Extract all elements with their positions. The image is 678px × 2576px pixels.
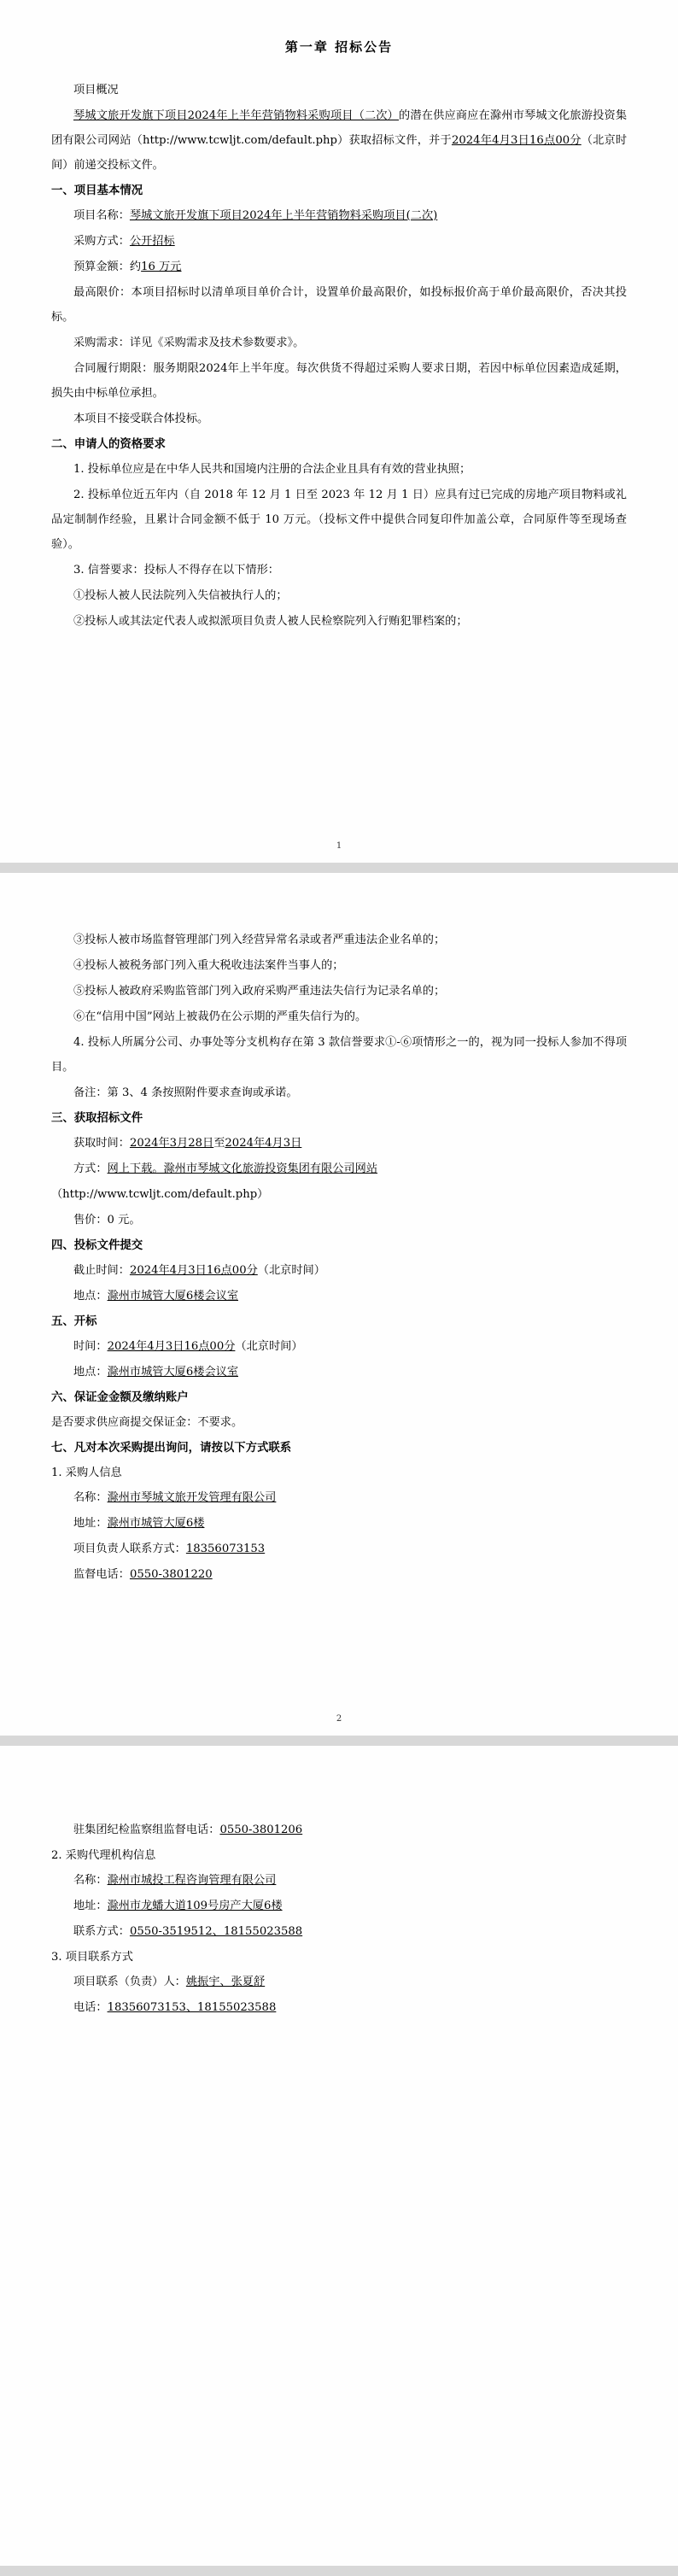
text-run: （北京时间）前递交投标文件。 — [51, 134, 628, 172]
underlined-value: 滁州市龙蟠大道109号房产大厦6楼 — [107, 1900, 283, 1912]
paragraph — [51, 203, 627, 228]
text-run: 方式： — [73, 1162, 108, 1175]
underlined-value: 滁州市城投工程咨询管理有限公司 — [107, 1874, 277, 1887]
section-heading: 七、凡对本次采购提出询问，请按以下方式联系 — [51, 1441, 292, 1455]
paragraph: 备注：第 3、4 条按照附件要求查询或承诺。 — [73, 1086, 298, 1099]
underlined-value: 滁州市城管大厦6楼 — [107, 1517, 205, 1530]
paragraph: ③投标人被市场监督管理部门列入经营异常名录或者严重违法企业名单的； — [73, 934, 446, 946]
underlined-value: 0550-3519512、18155023588 — [129, 1925, 303, 1938]
paragraph: 售价：0 元。 — [73, 1214, 141, 1227]
paragraph: 最高限价：本项目招标时以清单项目单价合计，设置单价最高限价，如投标报价高于单价最高限价，否决其投标。 — [51, 286, 627, 324]
underlined-value: 0550-3801206 — [219, 1824, 303, 1836]
paragraph: 是否要求供应商提交保证金：不要求。 — [51, 1416, 243, 1429]
paragraph: 本项目不接受联合体投标。 — [73, 413, 209, 425]
paragraph — [51, 1131, 627, 1156]
paragraph — [51, 255, 627, 279]
underlined-value: 2024年4月3日16点00分 — [129, 1264, 258, 1277]
paragraph — [51, 1537, 627, 1561]
text-run: 截止时间： — [73, 1264, 130, 1277]
underlined-value: 滁州市城管大厦6楼会议室 — [107, 1366, 239, 1379]
text-run: （北京时间） — [235, 1340, 303, 1353]
underlined-value: 18356073153、18155023588 — [107, 2001, 277, 2014]
underlined-value: 琴城文旅开发旗下项目2024年上半年营销物料采购项目(二次) — [129, 209, 438, 222]
paragraph — [51, 1818, 627, 1842]
subsection-heading: 1. 采购人信息 — [51, 1467, 122, 1479]
paragraph: ②投标人或其法定代表人或拟派项目负责人被人民检察院列入行贿犯罪档案的； — [73, 615, 468, 628]
paragraph — [51, 229, 627, 254]
text-run: 电话： — [73, 2001, 108, 2014]
paragraph: 项目概况 — [73, 84, 119, 97]
text-run: （北京时间） — [257, 1264, 325, 1277]
paragraph — [51, 1258, 627, 1283]
paragraph — [51, 1995, 627, 2020]
page-3-body — [51, 1818, 627, 2020]
page-number-2: 2 — [336, 1714, 342, 1724]
paragraph: 2. 投标单位近五年内（自 2018 年 12 月 1 日至 2023 年 12 月 1 日）应具有过已完成的房地产项目物料或礼品定制制作经验，且累计合同金额不低于 10 万元。（投标文件中提供合同复印件加盖公章，合同原件等至现场查验）。 — [51, 489, 627, 551]
paragraph — [51, 1334, 627, 1359]
underlined-value: 2024年3月28日 — [129, 1137, 214, 1150]
paragraph: 合同履行期限：服务期限2024年上半年度。每次供货不得超过采购人要求日期，若因中标单位因素造成延期，损失由中标单位承担。 — [51, 362, 627, 400]
text-run: 预算金额：约 — [73, 261, 142, 273]
subsection-heading: 2. 采购代理机构信息 — [51, 1849, 156, 1862]
paragraph: ④投标人被税务部门列入重大税收违法案件当事人的； — [73, 959, 344, 972]
underlined-value: 公开招标 — [129, 235, 175, 248]
section-heading: 四、投标文件提交 — [51, 1238, 143, 1252]
text-run: 地点： — [73, 1366, 108, 1379]
text-run: 名称： — [73, 1874, 108, 1887]
page-1-body — [51, 78, 627, 634]
text-run: 联系方式： — [73, 1925, 130, 1938]
underlined-value: 姚振宇、张夏舒 — [185, 1976, 266, 1988]
paragraph — [51, 1868, 627, 1893]
page-number-1: 1 — [336, 841, 342, 851]
section-heading: 二、申请人的资格要求 — [51, 437, 166, 451]
paragraph — [51, 1511, 627, 1536]
text-run: 项目负责人联系方式： — [73, 1543, 186, 1555]
text-run: 采购方式： — [73, 235, 130, 248]
paragraph: ⑥在“信用中国”网站上被裁仍在公示期的严重失信行为的。 — [73, 1010, 367, 1023]
underlined-value: 16 万元 — [141, 261, 182, 273]
paragraph — [51, 1919, 627, 1944]
paragraph: 3. 信誉要求：投标人不得存在以下情形： — [73, 564, 279, 577]
page-title: 第一章 招标公告 — [284, 39, 394, 55]
paragraph — [51, 331, 627, 355]
paragraph — [51, 1894, 627, 1918]
paragraph: 1. 投标单位应是在中华人民共和国境内注册的合法企业且具有有效的营业执照； — [73, 463, 471, 476]
underlined-value: 琴城文旅开发旗下项目2024年上半年营销物料采购项目（二次） — [73, 109, 400, 122]
text-run: 获取时间： — [73, 1137, 130, 1150]
paragraph — [51, 1156, 627, 1181]
underlined-value: 滁州市城管大厦6楼会议室 — [107, 1290, 239, 1303]
text-run: 项目联系（负责）人： — [73, 1976, 186, 1988]
paragraph — [51, 1284, 627, 1308]
section-heading: 五、开标 — [51, 1314, 97, 1328]
text-run: 时间： — [73, 1340, 108, 1353]
underlined-value: 2024年4月3日16点00分 — [107, 1340, 236, 1353]
underlined-value: 0550-3801220 — [129, 1568, 213, 1581]
text-run: 地址： — [73, 1517, 108, 1530]
underlined-value: 18356073153 — [185, 1543, 266, 1555]
paragraph: ⑤投标人被政府采购监管部门列入政府采购严重违法失信行为记录名单的； — [73, 985, 446, 998]
text-run: 地点： — [73, 1290, 108, 1303]
text-run: 至 — [213, 1137, 225, 1150]
paragraph: （http://www.tcwljt.com/default.php） — [51, 1188, 269, 1201]
underlined-value: 2024年4月3日 — [225, 1137, 302, 1150]
text-run: 的潜在供应商应在滁州市琴城文化旅游投资集团有限公司网站（http://www.tcwljt.com/default.php）获取招标文件，并于 — [51, 109, 628, 147]
text-run: 监督电话： — [73, 1568, 130, 1581]
text-run: 项目名称： — [73, 209, 130, 222]
section-heading: 三、获取招标文件 — [51, 1111, 143, 1125]
subsection-heading: 3. 项目联系方式 — [51, 1951, 133, 1964]
page-2-body — [51, 928, 627, 1587]
document-page-3 — [0, 1746, 678, 2566]
paragraph — [51, 1485, 627, 1510]
text-run: 采购需求：详见《采购需求及技术参数要求》。 — [73, 337, 305, 349]
section-heading: 六、保证金金额及缴纳账户 — [51, 1390, 189, 1404]
text-run: 名称： — [73, 1491, 108, 1504]
paragraph: 4. 投标人所属分公司、办事处等分支机构存在第 3 款信誉要求①-⑥项情形之一的，视为同一投标人参加不得项目。 — [51, 1036, 627, 1074]
paragraph: ①投标人被人民法院列入失信被执行人的； — [73, 589, 288, 602]
text-run: 驻集团纪检监察组监督电话： — [73, 1824, 220, 1836]
document-page-2 — [0, 873, 678, 1736]
document-page-1 — [0, 0, 678, 863]
underlined-value: 2024年4月3日16点00分 — [451, 134, 582, 147]
paragraph — [51, 1562, 627, 1587]
paragraph — [51, 1360, 627, 1385]
text-run: 地址： — [73, 1900, 108, 1912]
underlined-value: 滁州市琴城文旅开发管理有限公司 — [107, 1491, 277, 1504]
section-heading: 一、项目基本情况 — [51, 184, 143, 197]
paragraph — [51, 1970, 627, 1994]
underlined-value: 网上下载。滁州市琴城文化旅游投资集团有限公司网站 — [107, 1162, 378, 1175]
paragraph — [51, 103, 627, 178]
